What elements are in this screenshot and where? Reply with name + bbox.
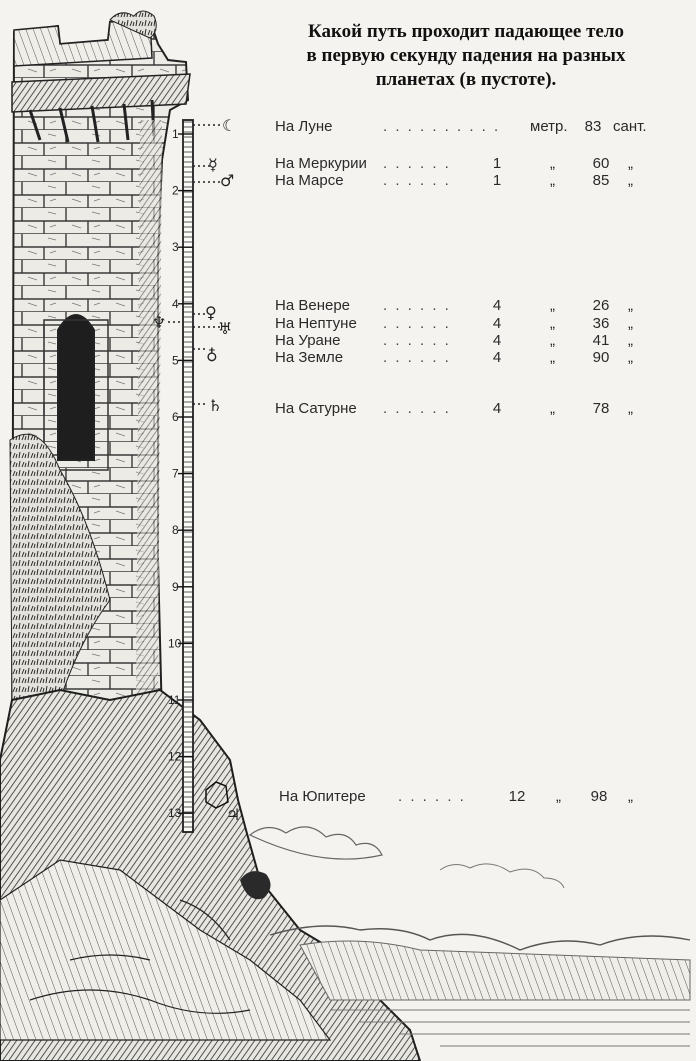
leader-dots: . . . . . . [383,315,451,332]
ditto-mark: „ [628,400,633,417]
value-m: 1 [492,155,502,172]
ditto-mark: „ [628,297,633,314]
ditto-mark: „ [550,172,555,189]
ditto-mark: „ [628,349,633,366]
ditto-mark: „ [550,332,555,349]
planet-name: На Земле [275,349,344,366]
earth-icon: ♁ [206,346,218,365]
value-cm: 60 [592,155,610,172]
ditto-mark: „ [628,172,633,189]
planet-name: На Нептуне [275,315,357,332]
planet-name: На Юпитере [279,788,366,805]
scale-tick-label: 8 [172,523,179,538]
leader-dots: . . . . . . [398,788,466,805]
scale-tick-label: 5 [172,353,179,368]
title-line: Какой путь проходит падающее тело [307,21,625,42]
ditto-mark: „ [550,315,555,332]
scale-tick-label: 12 [168,749,182,764]
ditto-mark: „ [556,788,561,805]
unit-meters: метр. [530,118,568,135]
title-line: планетах (в пустоте). [375,69,557,90]
leader-dots: . . . . . . [383,155,451,172]
leader-dots: . . . . . . . . . . [383,118,501,135]
ditto-mark: „ [550,297,555,314]
uranus-icon: ♅ [218,319,233,338]
value-cm: 36 [592,315,610,332]
value-m: 4 [492,400,502,417]
scale-tick-label: 9 [172,579,179,594]
value-cm: 26 [592,297,610,314]
cliff-rocks [0,690,420,1061]
planet-name: На Меркурии [275,155,367,172]
scale-tick-label: 13 [168,806,182,821]
scale-tick-label: 3 [172,240,179,255]
ditto-mark: „ [628,315,633,332]
venus-icon: ♀ [205,303,217,322]
saturn-icon: ♄ [208,396,223,415]
value-cm: 78 [592,400,610,417]
value-cm: 90 [592,349,610,366]
ditto-mark: „ [550,155,555,172]
planet-name: На Марсе [275,172,344,189]
scale-tick-label: 7 [172,466,179,481]
value-cm: 83 [584,118,602,135]
scale-tick-label: 2 [172,183,179,198]
scale-tick-label: 11 [168,693,181,707]
mars-icon: ♂ [220,171,235,190]
ditto-mark: „ [550,400,555,417]
value-cm: 85 [592,172,610,189]
value-m: 4 [492,297,502,314]
unit-centimeters: сант. [613,118,647,135]
jupiter-icon: ♃ [226,805,241,824]
value-cm: 41 [592,332,610,349]
value-m: 4 [492,349,502,366]
planet-name: На Уране [275,332,341,349]
ditto-mark: „ [628,788,633,805]
leader-dots: . . . . . . [383,400,451,417]
ditto-mark: „ [550,349,555,366]
scale-tick-label: 4 [172,296,179,311]
value-m: 12 [508,788,526,805]
leader-dots: . . . . . . [383,349,451,366]
tower [10,11,190,760]
planet-name: На Сатурне [275,400,357,417]
mercury-icon: ☿ [208,155,218,174]
scale-tick-label: 10 [168,636,182,651]
scale-tick-label: 6 [172,410,179,424]
moon-icon: ☾ [222,116,237,135]
title-line: в первую секунду падения на разных [306,45,626,66]
scale-tick-label: 1 [172,127,179,141]
leader-dots: . . . . . . [383,297,451,314]
ditto-mark: „ [628,332,633,349]
page-title [262,20,670,92]
planet-name: На Венере [275,297,350,314]
planet-name: На Луне [275,118,333,135]
leader-dots: . . . . . . [383,332,451,349]
ditto-mark: „ [628,155,633,172]
value-m: 4 [492,315,502,332]
value-cm: 98 [590,788,608,805]
leader-dots: . . . . . . [383,172,451,189]
value-m: 1 [492,172,502,189]
neptune-icon: ♆ [152,313,167,332]
value-m: 4 [492,332,502,349]
